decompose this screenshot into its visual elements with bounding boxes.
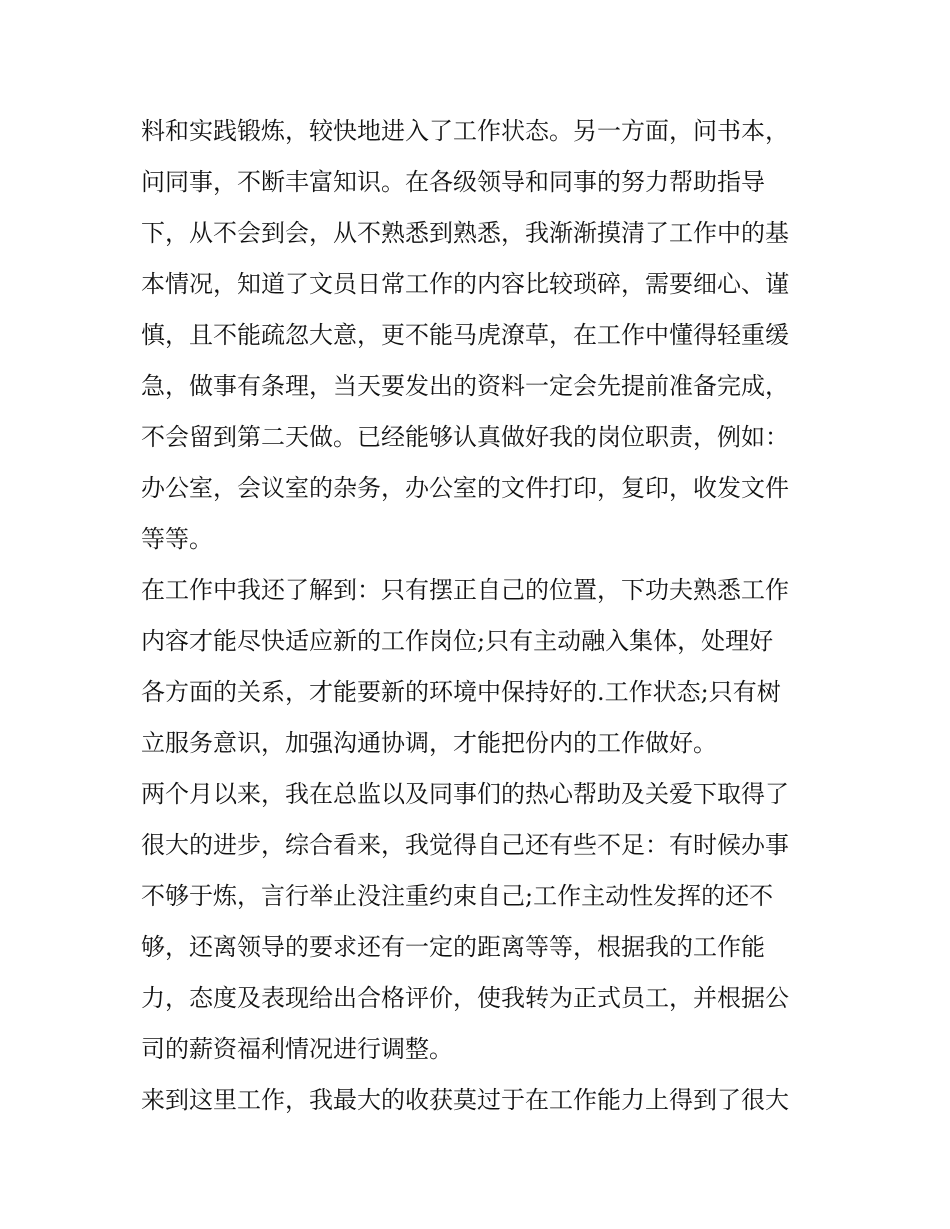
text-line: 本情况，知道了文员日常工作的内容比较琐碎，需要细心、谨 [141,270,789,298]
text-line: 立服务意识，加强沟通协调，才能把份内的工作做好。 [141,729,717,757]
text-line: 下，从不会到会，从不熟悉到熟悉，我渐渐摸清了工作中的基 [141,219,789,247]
text-line: 两个月以来，我在总监以及同事们的热心帮助及关爱下取得了 [141,780,789,808]
text-line: 等等。 [141,525,213,553]
text-line: 慎，且不能疏忽大意，更不能马虎潦草，在工作中懂得轻重缓 [141,321,789,349]
text-line: 在工作中我还了解到：只有摆正自己的位置，下功夫熟悉工作 [141,576,789,604]
text-line: 办公室，会议室的杂务，办公室的文件打印，复印，收发文件 [141,474,789,502]
text-line: 力，态度及表现给出合格评价，使我转为正式员工，并根据公 [141,984,789,1012]
document-body [141,106,821,1126]
paragraph-2 [141,565,821,769]
text-line: 不会留到第二天做。已经能够认真做好我的岗位职责，例如： [141,423,789,451]
text-line: 料和实践锻炼，较快地进入了工作状态。另一方面，问书本， [141,117,789,145]
paragraph-1 [141,106,821,565]
text-line: 来到这里工作，我最大的收获莫过于在工作能力上得到了很大 [141,1086,789,1114]
text-line: 内容才能尽快适应新的工作岗位;只有主动融入集体，处理好 [141,627,774,655]
text-line: 司的薪资福利情况进行调整。 [141,1035,453,1063]
text-line: 各方面的关系，才能要新的环境中保持好的.工作状态;只有树 [141,678,781,706]
text-line: 够，还离领导的要求还有一定的距离等等，根据我的工作能 [141,933,765,961]
paragraph-3 [141,769,821,1075]
paragraph-4 [141,1075,821,1126]
text-line: 很大的进步，综合看来，我觉得自己还有些不足：有时候办事 [141,831,789,859]
text-line: 不够于炼，言行举止没注重约束自己;工作主动性发挥的还不 [141,882,774,910]
text-line: 急，做事有条理，当天要发出的资料一定会先提前准备完成， [141,372,789,400]
text-line: 问同事，不断丰富知识。在各级领导和同事的努力帮助指导 [141,168,765,196]
